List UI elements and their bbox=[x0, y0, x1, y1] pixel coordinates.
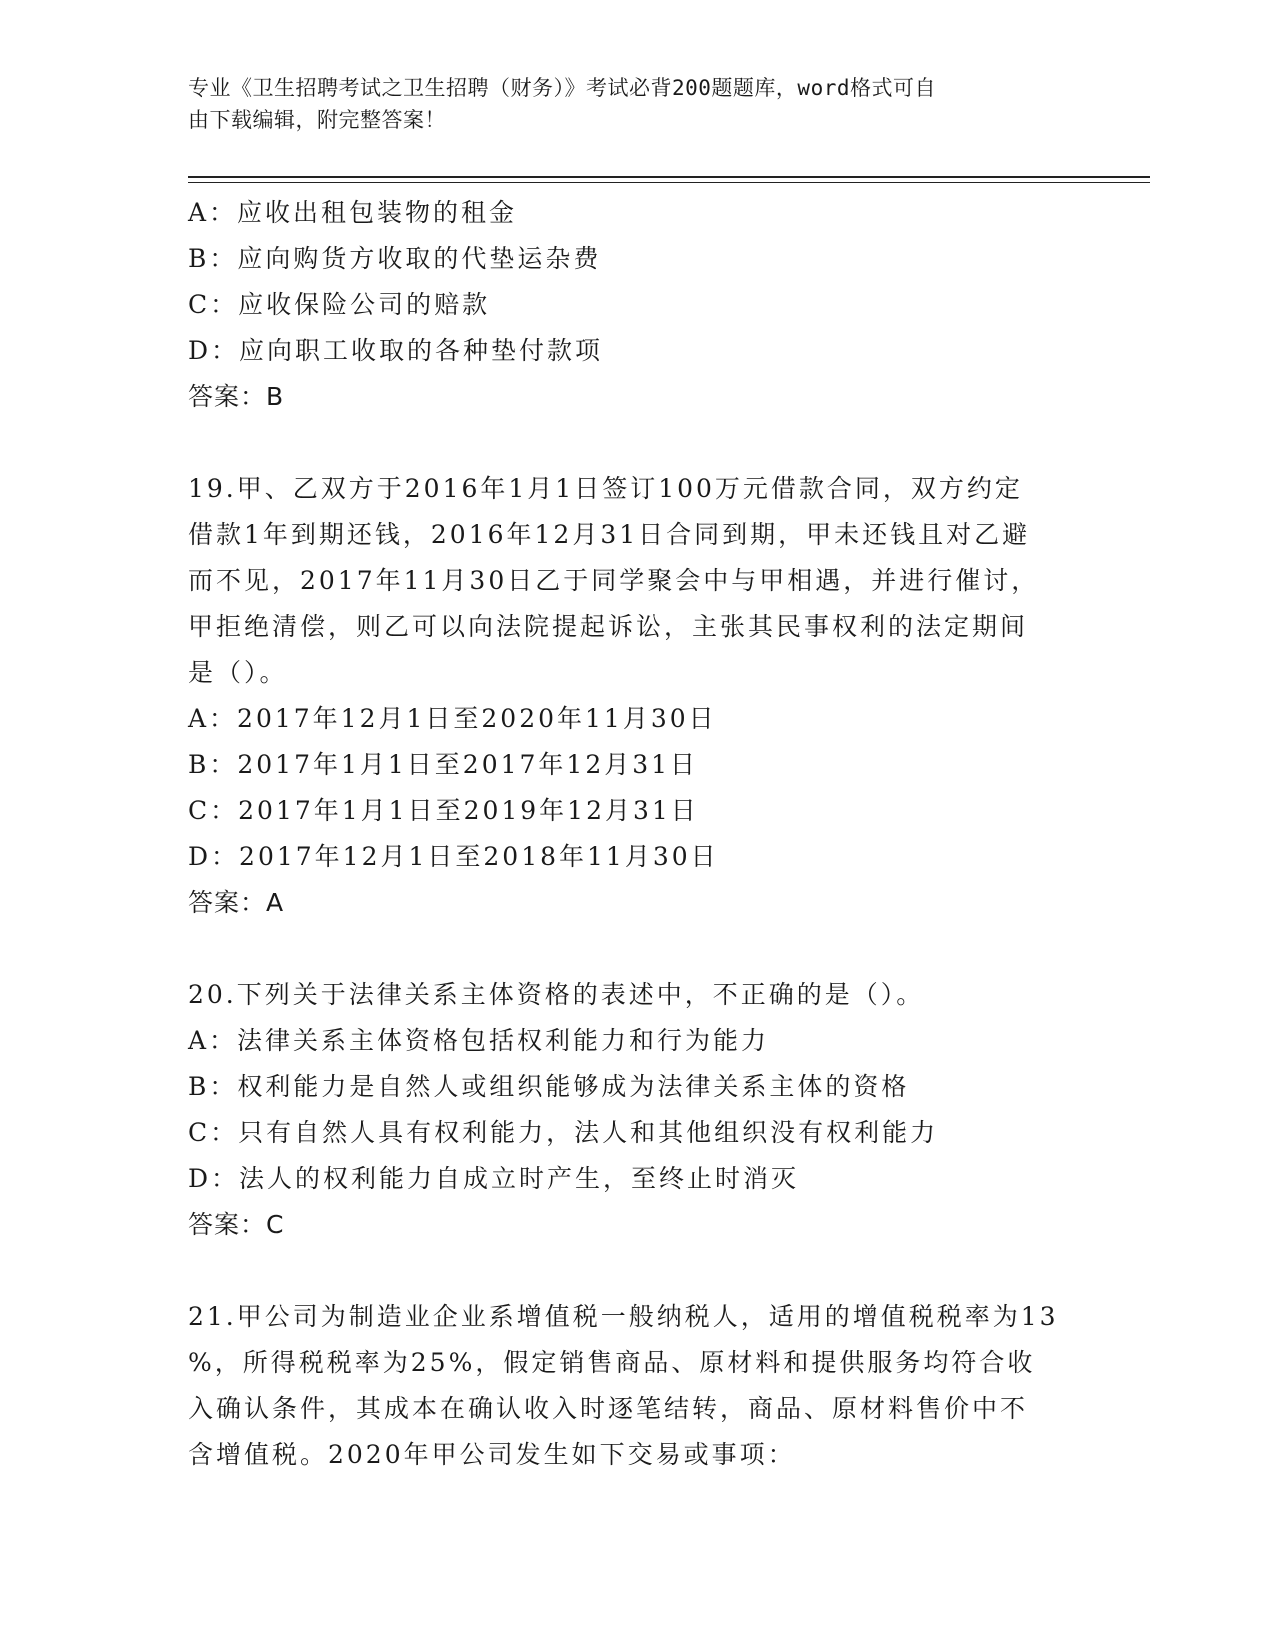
question-21 bbox=[188, 1294, 1083, 1478]
header-line-1: 专业《卫生招聘考试之卫生招聘（财务）》考试必背200题题库，word格式可自 bbox=[188, 76, 936, 100]
option-b: B：应向购货方收取的代垫运杂费 bbox=[188, 244, 602, 273]
option-b: B：权利能力是自然人或组织能够成为法律关系主体的资格 bbox=[188, 1072, 910, 1101]
question-stem-line: %，所得税税率为25%，假定销售商品、原材料和提供服务均符合收 bbox=[188, 1348, 1036, 1377]
header-line-2: 由下载编辑，附完整答案！ bbox=[188, 108, 446, 132]
answer: 答案：C bbox=[188, 1210, 285, 1239]
option-b: B：2017年1月1日至2017年12月31日 bbox=[188, 750, 699, 779]
question-stem-line: 而不见，2017年11月30日乙于同学聚会中与甲相遇，并进行催讨， bbox=[188, 566, 1040, 595]
spacer bbox=[188, 926, 1083, 972]
question-stem-line: 20.下列关于法律关系主体资格的表述中，不正确的是（）。 bbox=[188, 980, 925, 1009]
answer: 答案：B bbox=[188, 382, 285, 411]
header-rule-thick bbox=[188, 176, 1150, 178]
option-c: C：2017年1月1日至2019年12月31日 bbox=[188, 796, 699, 825]
question-20 bbox=[188, 972, 1083, 1248]
question-19 bbox=[188, 466, 1083, 926]
option-a: A：应收出租包装物的租金 bbox=[188, 198, 518, 227]
option-d: D：2017年12月1日至2018年11月30日 bbox=[188, 842, 719, 871]
question-stem-line: 19.甲、乙双方于2016年1月1日签订100万元借款合同，双方约定 bbox=[188, 474, 1023, 503]
answer: 答案：A bbox=[188, 888, 285, 917]
option-a: A：法律关系主体资格包括权利能力和行为能力 bbox=[188, 1026, 770, 1055]
spacer bbox=[188, 1248, 1083, 1294]
question-stem-line: 是（）。 bbox=[188, 658, 288, 687]
question-stem-line: 含增值税。2020年甲公司发生如下交易或事项： bbox=[188, 1440, 796, 1469]
question-stem-line: 入确认条件，其成本在确认收入时逐笔结转，商品、原材料售价中不 bbox=[188, 1394, 1029, 1423]
question-stem-line: 甲拒绝清偿，则乙可以向法院提起诉讼，主张其民事权利的法定期间 bbox=[188, 612, 1029, 641]
question-18 bbox=[188, 190, 1083, 420]
option-d: D：法人的权利能力自成立时产生，至终止时消灭 bbox=[188, 1164, 800, 1193]
spacer bbox=[188, 420, 1083, 466]
option-c: C：应收保险公司的赔款 bbox=[188, 290, 491, 319]
header-rule-thin bbox=[188, 182, 1150, 183]
document-header bbox=[188, 72, 1068, 136]
option-a: A：2017年12月1日至2020年11月30日 bbox=[188, 704, 717, 733]
question-stem-line: 21.甲公司为制造业企业系增值税一般纳税人，适用的增值税税率为13 bbox=[188, 1302, 1059, 1331]
question-stem-line: 借款1年到期还钱，2016年12月31日合同到期，甲未还钱且对乙避 bbox=[188, 520, 1031, 549]
option-d: D：应向职工收取的各种垫付款项 bbox=[188, 336, 604, 365]
question-content bbox=[188, 190, 1083, 1478]
option-c: C：只有自然人具有权利能力，法人和其他组织没有权利能力 bbox=[188, 1118, 939, 1147]
